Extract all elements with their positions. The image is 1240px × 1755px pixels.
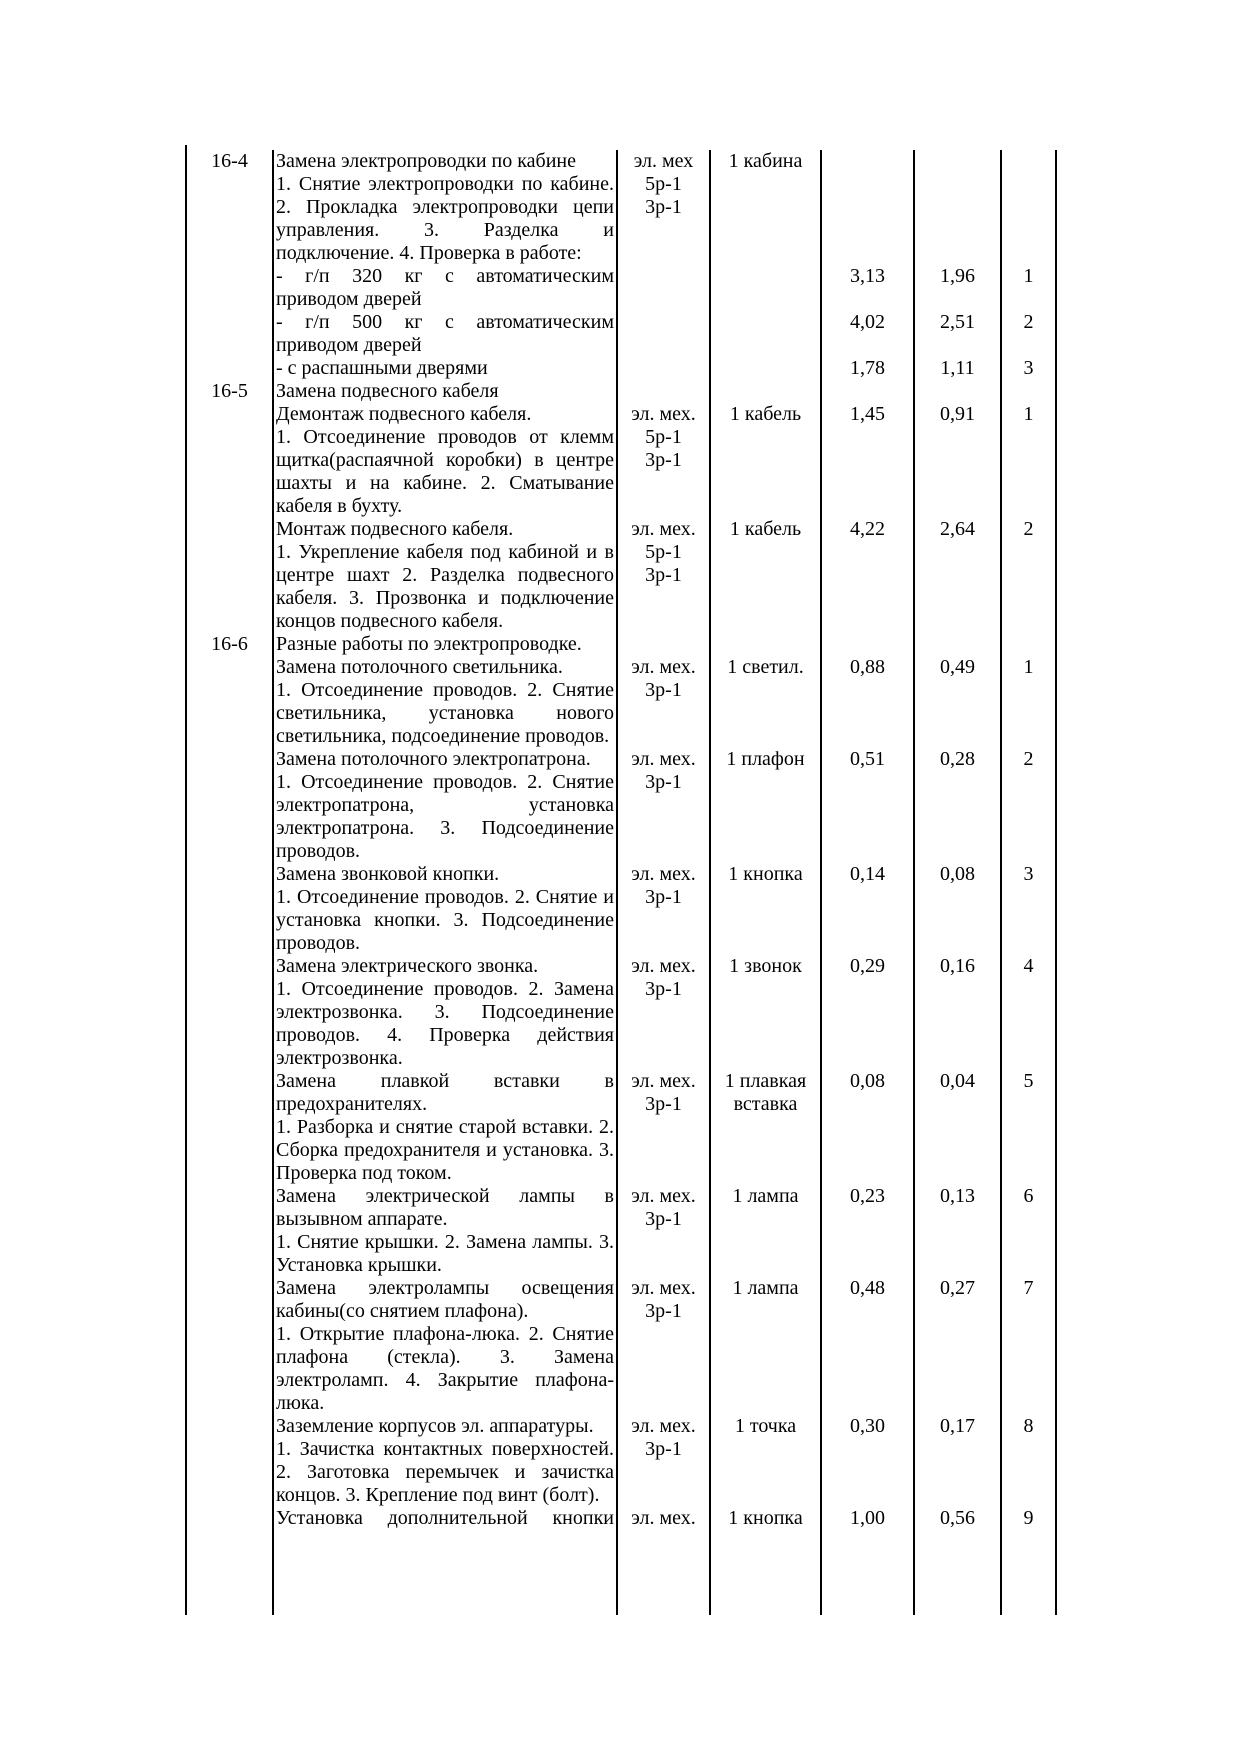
work-paragraph: Замена плавкой вставки в предохранителях. bbox=[276, 1070, 614, 1115]
unit-of-measure: 1 светил. bbox=[711, 656, 822, 748]
work-paragraph: Замена потолочного электропатрона. bbox=[276, 748, 591, 770]
row-number bbox=[187, 748, 274, 863]
variant-number: 2 bbox=[1002, 748, 1057, 863]
table-row bbox=[187, 1070, 1057, 1185]
qualification-line: 3р-1 bbox=[645, 1438, 682, 1460]
table-row bbox=[187, 357, 1057, 380]
work-paragraph: Замена электрической лампы в вызывном аппарате. bbox=[276, 1185, 614, 1230]
rate: 1,96 bbox=[915, 265, 1002, 311]
work-paragraph: - с распашными дверями bbox=[276, 357, 488, 379]
table-row bbox=[187, 955, 1057, 1070]
work-paragraph: Замена электролампы освещения кабины(со снятием плафона). bbox=[276, 1277, 614, 1322]
variant-number: 3 bbox=[1002, 863, 1057, 955]
row-number bbox=[187, 1277, 274, 1415]
work-description bbox=[274, 1185, 618, 1277]
row-number bbox=[187, 403, 274, 518]
qualification-line: эл. мех bbox=[633, 150, 694, 172]
qualification bbox=[618, 380, 711, 403]
norms-table bbox=[185, 145, 1057, 1615]
time-norm: 0,30 bbox=[822, 1415, 915, 1507]
work-description bbox=[274, 150, 618, 265]
table-row bbox=[187, 518, 1057, 633]
table-filler-row bbox=[187, 1530, 1057, 1615]
rate: 0,28 bbox=[915, 748, 1002, 863]
qualification-line: 3р-1 bbox=[645, 978, 682, 1000]
qualification bbox=[618, 311, 711, 357]
time-norm: 0,14 bbox=[822, 863, 915, 955]
table-row bbox=[187, 633, 1057, 656]
variant-number bbox=[1002, 150, 1057, 265]
work-paragraph: 1. Отсоединение проводов от клемм щитка(распаячной коробки) в центре шахты и на кабине. 2. Сматывание кабеля в бухту. bbox=[276, 426, 614, 517]
qualification bbox=[618, 1415, 711, 1507]
time-norm: 1,00 bbox=[822, 1507, 915, 1530]
variant-number: 1 bbox=[1002, 403, 1057, 518]
work-paragraph: Демонтаж подвесного кабеля. bbox=[276, 403, 532, 425]
unit-of-measure bbox=[711, 311, 822, 357]
row-number: 16-6 bbox=[187, 633, 274, 656]
work-description bbox=[274, 748, 618, 863]
qualification-line: 3р-1 bbox=[645, 1300, 682, 1322]
qualification-line: эл. мех. bbox=[631, 403, 696, 425]
row-number bbox=[187, 656, 274, 748]
rate: 0,49 bbox=[915, 656, 1002, 748]
qualification-line: 5р-1 bbox=[645, 173, 682, 195]
rate bbox=[915, 1530, 1002, 1615]
unit-of-measure bbox=[711, 1530, 822, 1615]
work-paragraph: Заземление корпусов эл. аппаратуры. bbox=[276, 1415, 594, 1437]
variant-number: 1 bbox=[1002, 265, 1057, 311]
work-description bbox=[274, 656, 618, 748]
work-paragraph: Установка дополнительной кнопки bbox=[276, 1507, 614, 1529]
work-paragraph: Замена электропроводки по кабине bbox=[276, 150, 577, 172]
qualification bbox=[618, 1070, 711, 1185]
work-description bbox=[274, 265, 618, 311]
work-description bbox=[274, 955, 618, 1070]
rate: 2,51 bbox=[915, 311, 1002, 357]
table-row bbox=[187, 656, 1057, 748]
row-number bbox=[187, 863, 274, 955]
time-norm: 0,08 bbox=[822, 1070, 915, 1185]
rate: 0,16 bbox=[915, 955, 1002, 1070]
qualification-line: эл. мех. bbox=[631, 1185, 696, 1207]
time-norm bbox=[822, 633, 915, 656]
row-number: 16-5 bbox=[187, 380, 274, 403]
work-paragraph: 1. Открытие плафона-люка. 2. Снятие плафона (стекла). 3. Замена электроламп. 4. Закрытие плафона-люка. bbox=[276, 1323, 614, 1414]
qualification bbox=[618, 265, 711, 311]
qualification bbox=[618, 748, 711, 863]
work-paragraph: 1. Разборка и снятие старой вставки. 2. Сборка предохранителя и установка. 3. Проверка под током. bbox=[276, 1116, 614, 1184]
variant-number: 3 bbox=[1002, 357, 1057, 380]
work-paragraph: - г/п 500 кг с автоматическим приводом дверей bbox=[276, 311, 614, 356]
qualification-line: эл. мех. bbox=[631, 748, 696, 770]
unit-of-measure: 1 плафон bbox=[711, 748, 822, 863]
table-row bbox=[187, 380, 1057, 403]
qualification-line: 3р-1 bbox=[645, 771, 682, 793]
rate: 0,56 bbox=[915, 1507, 1002, 1530]
variant-number: 6 bbox=[1002, 1185, 1057, 1277]
row-number bbox=[187, 311, 274, 357]
row-number bbox=[187, 1415, 274, 1507]
qualification-line: 3р-1 bbox=[645, 679, 682, 701]
row-number: 16-4 bbox=[187, 150, 274, 265]
table-row bbox=[187, 1415, 1057, 1507]
variant-number: 8 bbox=[1002, 1415, 1057, 1507]
rate bbox=[915, 380, 1002, 403]
work-description bbox=[274, 311, 618, 357]
unit-of-measure: 1 кабель bbox=[711, 403, 822, 518]
qualification bbox=[618, 357, 711, 380]
unit-of-measure: 1 кнопка bbox=[711, 863, 822, 955]
unit-of-measure: 1 плавкая вставка bbox=[711, 1070, 822, 1185]
qualification-line: эл. мех. bbox=[631, 863, 696, 885]
qualification-line: эл. мех. bbox=[631, 1070, 696, 1092]
work-paragraph: 1. Укрепление кабеля под кабиной и в центре шахт 2. Разделка подвесного кабеля. 3. Прозвонка и подключение концов подвесного кабеля. bbox=[276, 541, 614, 632]
row-number bbox=[187, 1185, 274, 1277]
rate bbox=[915, 150, 1002, 265]
qualification bbox=[618, 1185, 711, 1277]
qualification-line: 5р-1 bbox=[645, 541, 682, 563]
time-norm: 1,45 bbox=[822, 403, 915, 518]
unit-of-measure: 1 кабина bbox=[711, 150, 822, 265]
qualification-line: эл. мех. bbox=[631, 1415, 696, 1437]
rate bbox=[915, 633, 1002, 656]
unit-of-measure: 1 лампа bbox=[711, 1185, 822, 1277]
variant-number: 7 bbox=[1002, 1277, 1057, 1415]
work-paragraph: Замена электрического звонка. bbox=[276, 955, 539, 977]
work-paragraph: 1. Отсоединение проводов. 2. Снятие светильника, установка нового светильника, подсоединение проводов. bbox=[276, 679, 614, 747]
table-row bbox=[187, 150, 1057, 265]
rate: 0,04 bbox=[915, 1070, 1002, 1185]
qualification-line: эл. мех. bbox=[631, 518, 696, 540]
row-number bbox=[187, 1070, 274, 1185]
row-number bbox=[187, 265, 274, 311]
rate: 0,13 bbox=[915, 1185, 1002, 1277]
rate: 0,27 bbox=[915, 1277, 1002, 1415]
variant-number: 1 bbox=[1002, 656, 1057, 748]
time-norm: 3,13 bbox=[822, 265, 915, 311]
qualification bbox=[618, 1277, 711, 1415]
work-description bbox=[274, 633, 618, 656]
work-paragraph: 1. Снятие электропроводки по кабине. 2. Прокладка электропроводки цепи управления. 3. Разделка и подключение. 4. Проверка в работе: bbox=[276, 173, 614, 264]
work-paragraph: 1. Снятие крышки. 2. Замена лампы. 3. Установка крышки. bbox=[276, 1231, 614, 1276]
row-number bbox=[187, 955, 274, 1070]
rate: 1,11 bbox=[915, 357, 1002, 380]
rate: 0,91 bbox=[915, 403, 1002, 518]
work-description bbox=[274, 518, 618, 633]
table-row bbox=[187, 1507, 1057, 1530]
time-norm bbox=[822, 1530, 915, 1615]
unit-of-measure bbox=[711, 265, 822, 311]
unit-of-measure bbox=[711, 380, 822, 403]
work-paragraph: 1. Отсоединение проводов. 2. Снятие электропатрона, установка электропатрона. 3. Подсоединение проводов. bbox=[276, 771, 614, 862]
qualification-line: 3р-1 bbox=[645, 886, 682, 908]
work-paragraph: Разные работы по электропроводке. bbox=[276, 633, 582, 655]
time-norm: 0,23 bbox=[822, 1185, 915, 1277]
time-norm: 0,88 bbox=[822, 656, 915, 748]
unit-of-measure: 1 точка bbox=[711, 1415, 822, 1507]
work-description bbox=[274, 357, 618, 380]
work-description bbox=[274, 403, 618, 518]
work-paragraph: Замена подвесного кабеля bbox=[276, 380, 499, 402]
unit-of-measure bbox=[711, 633, 822, 656]
variant-number bbox=[1002, 1530, 1057, 1615]
qualification-line: эл. мех. bbox=[631, 1507, 696, 1529]
qualification bbox=[618, 518, 711, 633]
row-number bbox=[187, 518, 274, 633]
unit-of-measure: 1 кабель bbox=[711, 518, 822, 633]
row-number bbox=[187, 357, 274, 380]
qualification bbox=[618, 656, 711, 748]
variant-number: 2 bbox=[1002, 518, 1057, 633]
time-norm: 0,48 bbox=[822, 1277, 915, 1415]
qualification bbox=[618, 403, 711, 518]
table-row bbox=[187, 1185, 1057, 1277]
time-norm: 0,51 bbox=[822, 748, 915, 863]
row-number bbox=[187, 1530, 274, 1615]
table-row bbox=[187, 748, 1057, 863]
table-row bbox=[187, 1277, 1057, 1415]
time-norm: 4,02 bbox=[822, 311, 915, 357]
qualification-line: 3р-1 bbox=[645, 1093, 682, 1115]
qualification bbox=[618, 863, 711, 955]
work-description bbox=[274, 1415, 618, 1507]
work-description bbox=[274, 1530, 618, 1615]
variant-number bbox=[1002, 380, 1057, 403]
time-norm: 0,29 bbox=[822, 955, 915, 1070]
work-description bbox=[274, 863, 618, 955]
work-paragraph: Замена звонковой кнопки. bbox=[276, 863, 500, 885]
variant-number: 5 bbox=[1002, 1070, 1057, 1185]
qualification-line: 3р-1 bbox=[645, 1208, 682, 1230]
time-norm bbox=[822, 150, 915, 265]
time-norm: 4,22 bbox=[822, 518, 915, 633]
qualification bbox=[618, 150, 711, 265]
work-paragraph: Замена потолочного светильника. bbox=[276, 656, 563, 678]
unit-of-measure: 1 звонок bbox=[711, 955, 822, 1070]
variant-number: 2 bbox=[1002, 311, 1057, 357]
work-paragraph: Монтаж подвесного кабеля. bbox=[276, 518, 514, 540]
table-row bbox=[187, 403, 1057, 518]
unit-of-measure: 1 кнопка bbox=[711, 1507, 822, 1530]
variant-number: 4 bbox=[1002, 955, 1057, 1070]
qualification-line: 5р-1 bbox=[645, 426, 682, 448]
time-norm: 1,78 bbox=[822, 357, 915, 380]
qualification bbox=[618, 1530, 711, 1615]
table-row bbox=[187, 265, 1057, 311]
qualification bbox=[618, 1507, 711, 1530]
qualification-line: эл. мех. bbox=[631, 656, 696, 678]
qualification-line: 3р-1 bbox=[645, 564, 682, 586]
table-row bbox=[187, 863, 1057, 955]
work-paragraph: 1. Отсоединение проводов. 2. Замена электрозвонка. 3. Подсоединение проводов. 4. Проверка действия электрозвонка. bbox=[276, 978, 614, 1069]
rate: 0,08 bbox=[915, 863, 1002, 955]
qualification bbox=[618, 955, 711, 1070]
qualification-line: эл. мех. bbox=[631, 1277, 696, 1299]
work-description bbox=[274, 1070, 618, 1185]
work-description bbox=[274, 1507, 618, 1530]
rate: 0,17 bbox=[915, 1415, 1002, 1507]
work-description bbox=[274, 1277, 618, 1415]
qualification bbox=[618, 633, 711, 656]
rate: 2,64 bbox=[915, 518, 1002, 633]
row-number bbox=[187, 1507, 274, 1530]
work-description bbox=[274, 380, 618, 403]
work-paragraph: 1. Зачистка контактных поверхностей. 2. Заготовка перемычек и зачистка концов. 3. Крепление под винт (болт). bbox=[276, 1438, 614, 1506]
unit-of-measure: 1 лампа bbox=[711, 1277, 822, 1415]
table-row bbox=[187, 311, 1057, 357]
qualification-line: эл. мех. bbox=[631, 955, 696, 977]
qualification-line: 3р-1 bbox=[645, 196, 682, 218]
time-norm bbox=[822, 380, 915, 403]
unit-of-measure bbox=[711, 357, 822, 380]
work-paragraph: - г/п 320 кг с автоматическим приводом дверей bbox=[276, 265, 614, 310]
work-paragraph: 1. Отсоединение проводов. 2. Снятие и установка кнопки. 3. Подсоединение проводов. bbox=[276, 886, 614, 954]
qualification-line: 3р-1 bbox=[645, 449, 682, 471]
variant-number bbox=[1002, 633, 1057, 656]
variant-number: 9 bbox=[1002, 1507, 1057, 1530]
